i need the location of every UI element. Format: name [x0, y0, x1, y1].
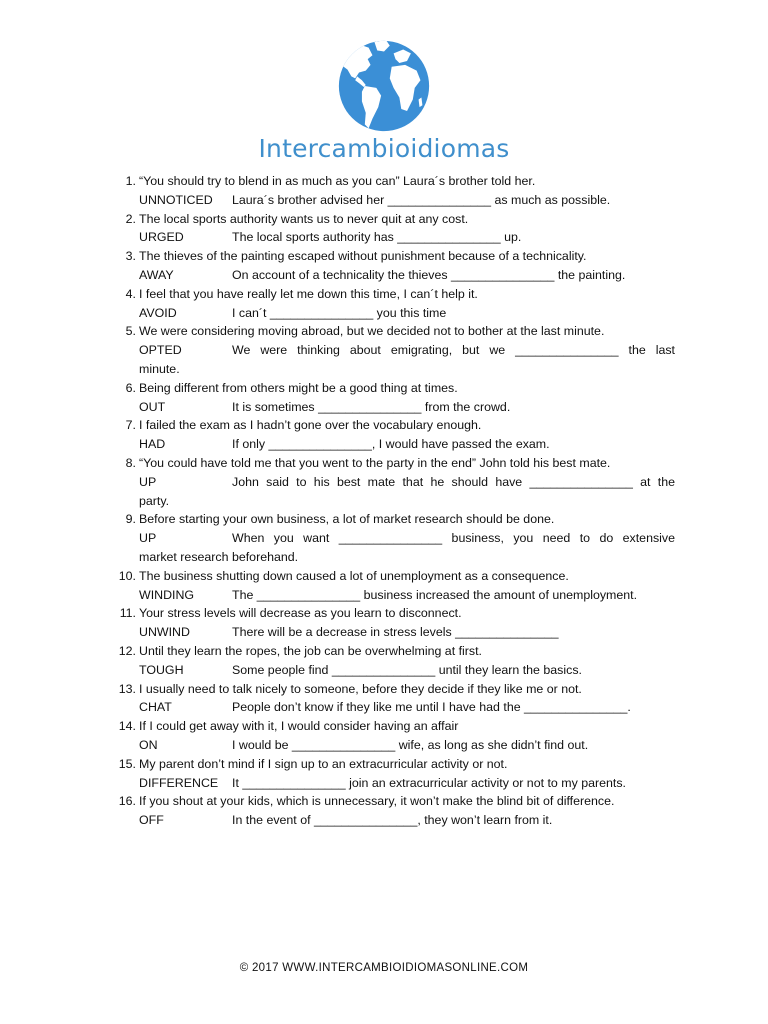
- question-number: 16.: [118, 794, 136, 809]
- question-number: 5.: [125, 324, 136, 339]
- question-line: [0, 792, 768, 811]
- question-number: 1.: [125, 174, 136, 188]
- question-text: I feel that you have really let me down this time, I can´t help it.: [139, 286, 478, 301]
- question-number: 3.: [125, 249, 136, 264]
- answer-line: [0, 191, 768, 210]
- question-line: [0, 755, 768, 774]
- question-line: [0, 680, 768, 699]
- question-text: My parent don’t mind if I sign up to an extracurricular activity or not.: [139, 756, 508, 771]
- exercise-list: [0, 172, 768, 830]
- answer-line: [0, 774, 768, 793]
- keyword: TOUGH: [139, 662, 184, 677]
- keyword: UNWIND: [139, 625, 190, 640]
- question-text: Until they learn the ropes, the job can be overwhelming at first.: [139, 643, 482, 658]
- question-text: I usually need to talk nicely to someone, before they decide if they like me or not.: [139, 681, 582, 696]
- answer-text: It _______________ join an extracurricular activity or not to my parents.: [232, 775, 626, 790]
- keyword: OFF: [139, 813, 164, 828]
- keyword: DIFFERENCE: [139, 775, 219, 790]
- keyword: WINDING: [139, 587, 195, 602]
- answer-line: [0, 228, 768, 247]
- question-number: 13.: [118, 681, 136, 696]
- answer-text: There will be a decrease in stress levels _______________: [232, 625, 559, 640]
- answer-line: [0, 586, 768, 605]
- answer-continuation: market research beforehand.: [139, 549, 299, 564]
- question-line: [0, 416, 768, 435]
- answer-line: [0, 736, 768, 755]
- answer-line: [0, 266, 768, 285]
- footer-copyright: © 2017 WWW.INTERCAMBIOIDIOMASONLINE.COM: [239, 962, 529, 974]
- question-line: [0, 454, 768, 473]
- question-number: 14.: [118, 719, 136, 734]
- question-text: Being different from others might be a good thing at times.: [139, 380, 458, 395]
- answer-line: [0, 473, 768, 492]
- question-text: Your stress levels will decrease as you learn to disconnect.: [139, 606, 462, 621]
- question-number: 10.: [118, 568, 136, 583]
- question-text: We were considering moving abroad, but we decided not to bother at the last minute.: [139, 324, 605, 339]
- answer-continuation-line: [0, 360, 768, 379]
- answer-continuation: minute.: [139, 361, 180, 376]
- question-number: 2.: [125, 211, 136, 226]
- keyword: UP: [139, 531, 157, 546]
- answer-text: In the event of _______________, they won’t learn from it.: [232, 813, 553, 828]
- keyword: OPTED: [139, 343, 182, 358]
- answer-line: [0, 811, 768, 830]
- globe-icon: [336, 38, 432, 134]
- question-number: 7.: [125, 418, 136, 433]
- question-line: [0, 210, 768, 229]
- question-line: [0, 717, 768, 736]
- answer-line: [0, 398, 768, 417]
- answer-text: If only _______________, I would have passed the exam.: [232, 437, 550, 452]
- keyword: UNNOTICED: [139, 192, 213, 207]
- answer-text: I can´t _______________ you this time: [232, 305, 447, 320]
- question-text: If I could get away with it, I would consider having an affair: [139, 719, 459, 734]
- answer-continuation-line: [0, 492, 768, 511]
- answer-continuation-line: [0, 548, 768, 567]
- question-number: 4.: [125, 286, 136, 301]
- question-text: Before starting your own business, a lot of market research should be done.: [139, 512, 555, 527]
- answer-line: [0, 435, 768, 454]
- answer-text: The _______________ business increased the amount of unemployment.: [232, 587, 638, 602]
- question-line: [0, 379, 768, 398]
- question-text: I failed the exam as I hadn’t gone over the vocabulary enough.: [139, 418, 482, 433]
- answer-text: We were thinking about emigrating, but we _______________ the last: [232, 343, 675, 358]
- question-text: “You should try to blend in as much as you can” Laura´s brother told her.: [139, 174, 536, 188]
- question-number: 9.: [125, 512, 136, 527]
- answer-continuation: party.: [139, 493, 170, 508]
- keyword: CHAT: [139, 700, 172, 715]
- answer-line: [0, 623, 768, 642]
- question-line: [0, 172, 768, 191]
- keyword: AVOID: [139, 305, 177, 320]
- answer-text: Laura´s brother advised her _______________ as much as possible.: [232, 192, 611, 207]
- keyword: AWAY: [139, 267, 174, 282]
- answer-line: [0, 698, 768, 717]
- answer-text: It is sometimes _______________ from the crowd.: [232, 399, 511, 414]
- question-text: The local sports authority wants us to never quit at any cost.: [139, 211, 469, 226]
- answer-text: On account of a technicality the thieves _______________ the painting.: [232, 267, 626, 282]
- keyword: ON: [139, 737, 158, 752]
- question-number: 15.: [118, 756, 136, 771]
- answer-text: I would be _______________ wife, as long as she didn’t find out.: [232, 737, 589, 752]
- answer-line: [0, 304, 768, 323]
- brand-name: Intercambioidiomas: [258, 134, 510, 163]
- answer-line: [0, 661, 768, 680]
- question-number: 6.: [125, 380, 136, 395]
- answer-text: When you want _______________ business, you need to do extensive: [232, 531, 675, 546]
- question-text: The thieves of the painting escaped without punishment because of a technicality.: [139, 249, 587, 264]
- question-line: [0, 510, 768, 529]
- answer-text: Some people find _______________ until they learn the basics.: [232, 662, 582, 677]
- question-text: The business shutting down caused a lot of unemployment as a consequence.: [139, 568, 569, 583]
- question-number: 11.: [119, 606, 136, 621]
- question-text: “You could have told me that you went to the party in the end” John told his best mate.: [139, 455, 611, 470]
- keyword: URGED: [139, 230, 184, 245]
- question-line: [0, 285, 768, 304]
- question-number: 8.: [125, 455, 136, 470]
- question-number: 12.: [118, 643, 136, 658]
- question-line: [0, 247, 768, 266]
- question-line: [0, 604, 768, 623]
- answer-text: John said to his best mate that he should have _______________ at the: [232, 474, 675, 489]
- keyword: OUT: [139, 399, 166, 414]
- keyword: UP: [139, 474, 157, 489]
- question-line: [0, 322, 768, 341]
- answer-text: The local sports authority has _______________ up.: [232, 230, 522, 245]
- question-line: [0, 642, 768, 661]
- question-line: [0, 567, 768, 586]
- answer-text: People don’t know if they like me until I have had the _______________.: [232, 700, 631, 715]
- keyword: HAD: [139, 437, 166, 452]
- question-text: If you shout at your kids, which is unnecessary, it won’t make the blind bit of difference.: [139, 794, 615, 809]
- answer-line: [0, 529, 768, 548]
- answer-line: [0, 341, 768, 360]
